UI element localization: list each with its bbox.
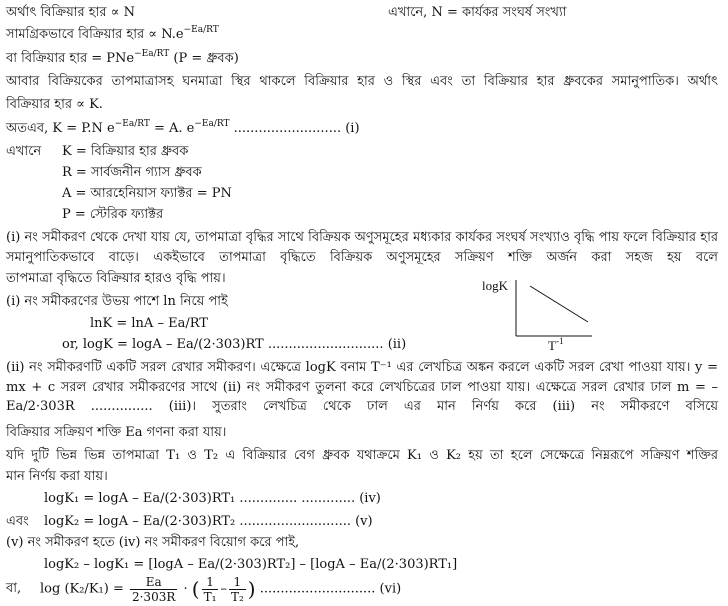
statement-rate-proportional-n: অর্থাৎ বিক্রিয়ার হার ∝ N [6,5,135,20]
equation-iv: logK₁ = logA – Ea/(2·303)RT₁ .............. ............. (iv) [44,491,381,506]
definitions-label: এখানে [6,144,42,159]
equation-v: logK₂ = logA – Ea/(2·303)RT₂ ........................... (v) [44,514,373,529]
graph-y-label: logK [482,278,508,293]
equation-vi: log (K₂/K₁) = $\frac{Ea}{2\cdot 303R}$ · ( $\frac{1}{\text{T₁}}$ – $\frac{1}{\text{T₂}}$ ) ............................ (vi) [40,574,402,604]
graph-line [530,286,588,322]
fraction-one-over-t2: $\frac{1}{\text{T₂}}$ [230,574,244,604]
statement-subtract: (v) নং সমীকরণ হতে (iv) নং সমীকরণ বিয়োগ করে পাই, [6,535,300,550]
paragraph-temperature-effect: (i) নং সমীকরণ থেকে দেখা যায় যে, তাপমাত্রা বৃদ্ধির সাথে বিক্রিয়ক অণুসমূহের মধ্যকার কার্যকর সংঘর্ষ সংখ্যাও বৃদ্ধি পায় ফলে বিক্রিয়ার হার সমানুপাতিকভাবে বাড়ে। একইভাবে তাপমাত্রা বৃদ্ধিতে বিক্রিয়ক অণুসমূহের সক্রিয়ণ শক্তি অর্জন করা সহজ হয় বলে [6,230,718,265]
definition-k: K = বিক্রিয়ার হার ধ্রুবক [62,144,189,159]
equation-ii: or, logK = logA – Ea/(2·303)RT ............................ (ii) [62,337,407,352]
graph-x-label-sup: -1 [556,336,564,346]
paragraph-temperature-effect-end: তাপমাত্রা বৃদ্ধিতে বিক্রিয়ার হারও বৃদ্ধি পায়। [6,271,226,286]
equation-difference: logK₂ – logK₁ = [logA – Ea/(2·303)RT₂] – [logA – Ea/(2·303)RT₁] [44,557,458,572]
paragraph-straight-line: (ii) নং সমীকরণটি একটি সরল রেখার সমীকরণ। এক্ষেত্রে logK বনাম T⁻¹ এর লেখচিত্র অঙ্কন করলে একটি সরল রেখা পাওয়া যায়। y = mx + c সরল রেখার সমীকরণের সাথে (ii) নং সমীকরণ তুলনা করে লেখচিত্রের ঢাল পাওয়া যায়। এক্ষেত্রে সরল রেখার ঢাল m = – Ea/2·303R ............... (iii)। সুতরাং লেখচিত্র থেকে ঢাল এর মান নির্ণয় করে (iii) নং সমীকরণে বসিয়ে [6,360,718,414]
statement-rate-proportional-k: বিক্রিয়ার হার ∝ K. [6,97,103,112]
note-n-definition: এখানে, N = কার্যকর সংঘর্ষ সংখ্যা [388,5,567,20]
paragraph-two-temperatures-end: মান নির্ণয় করা যায়। [6,469,108,484]
equation-lnk: lnK = lnA – Ea/RT [90,316,208,331]
statement-rate-pne: বা বিক্রিয়ার হার = PNe$^{-Ea/RT}$ (P = ধ্রুবক) [6,49,239,66]
statement-overall-rate: সামগ্রিকভাবে বিক্রিয়ার হার ∝ $N.e^{-Ea/RT}$ [6,25,219,42]
paragraph-straight-line-end: বিক্রিয়ার সক্রিয়ণ শক্তি Ea গণনা করা যায়। [6,425,227,440]
fraction-one-over-t1: $\frac{1}{\text{T₁}}$ [203,574,217,604]
label-and: এবং [6,514,29,529]
graph-x-label: T [548,338,556,350]
statement-take-ln: (i) নং সমীকরণের উভয় পাশে ln নিয়ে পাই [6,294,228,309]
paragraph-two-temperatures: যদি দুটি ভিন্ন ভিন্ন তাপমাত্রা T₁ ও T₂ এ বিক্রিয়ার বেগ ধ্রুবক যথাক্রমে K₁ ও K₂ হয় তা হলে সেক্ষেত্রে নিম্নরূপে সক্রিয়ণ শক্তির [6,448,718,463]
logk-vs-inverse-t-graph [470,270,610,350]
equation-i: অতএব, K = P.N $e^{-Ea/RT} = A$. $e^{-Ea/RT}$ .......................... (i) [6,119,360,136]
definition-a: A = আরহেনিয়াস ফ্যাক্টর = PN [62,186,232,201]
label-or: বা, [6,581,22,596]
definition-r: R = সার্বজনীন গ্যাস ধ্রুবক [62,165,202,180]
paragraph-rate-constant: আবার বিক্রিয়কের তাপমাত্রাসহ ঘনমাত্রা স্থির থাকলে বিক্রিয়ার হার ও স্থির এবং তা বিক্রিয়ার হার ধ্রুবকের সমানুপাতিক। অর্থাৎ [6,74,718,89]
definition-p: P = স্টেরিক ফ্যাক্টর [62,207,164,222]
fraction-ea-over-r: $\frac{Ea}{2\cdot 303R}$ [131,574,176,604]
